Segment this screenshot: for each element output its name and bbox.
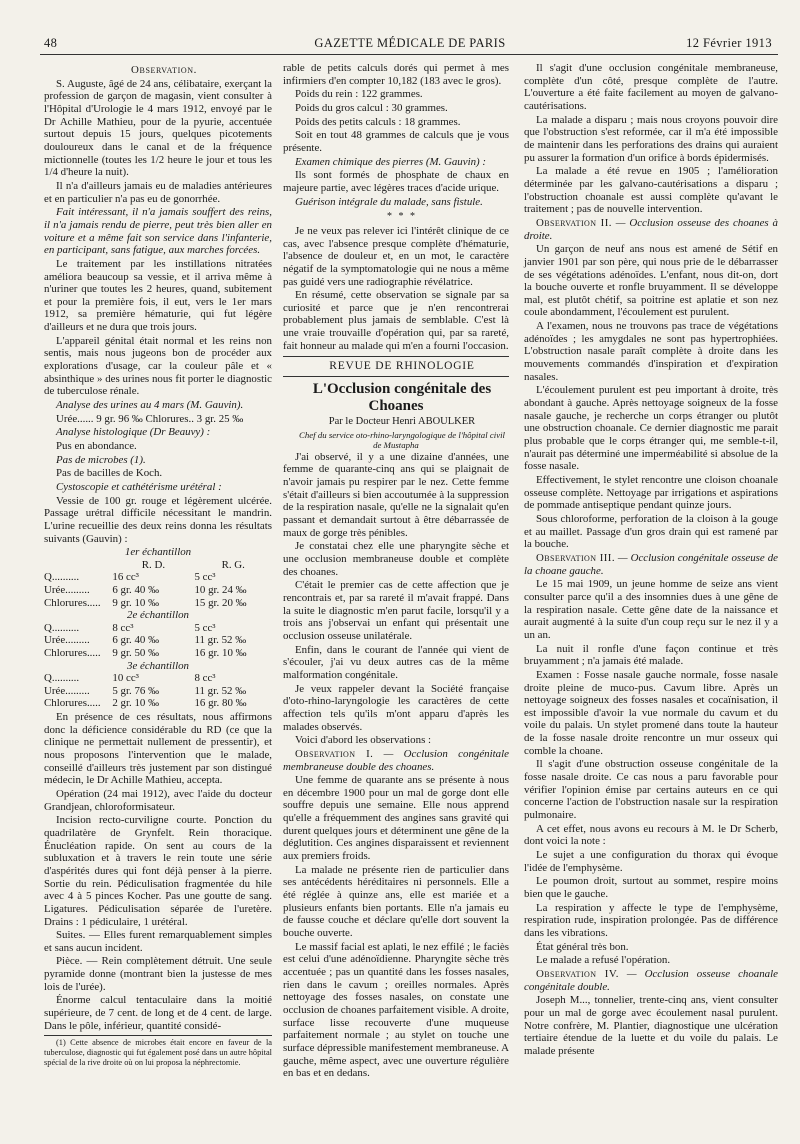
paragraph: Il s'agit d'une obstruction osseuse congénitale de la fosse nasale droite. Ce cas nous a paru favorable pour vérifier l'opinion émise par certains auteurs en ce qui concerne l'action de l'obstruction nasale sur la respiration pulmonaire. [524,758,778,822]
paragraph: Je ne veux pas relever ici l'intérêt clinique de ce cas, avec l'absence presque complète d'hématurie, l'absence de douleur et, en un mot, le caractère négatif de la symptomatologie qui ne nous a même pas guidé vers une radiographie révélatrice. [283,224,509,288]
paragraph: Énorme calcul tentaculaire dans la moitié supérieure, de 7 cent. de long et de 4 cent. de large. Dans le pôle, inférieur, quantité considé- [44,994,272,1032]
paragraph: Incision recto-curviligne courte. Ponction du quadrilatère de Grynfelt. Rein thoracique. Énucléation rapide. On sent au cours de la subluxation et à travers le rein toute une série d'aspérités dures qui font déjà penser à la pierre. Sortie du rein. Pédiculisation fragmentée du hile avec 4 à 5 pinces Kocher. Pas une goutte de sang. Ligatures. Pédiculisation séparée de l'uretère. Drains : 1 pédiculaire, 1 urétéral. [44,814,272,928]
table-row: Urée......... 6 gr. 40 ‰ 11 gr. 52 ‰ [44,634,247,647]
sample-1-label: 1er échantillon [124,546,192,559]
paragraph: La malade ne présente rien de particulier dans ses antécédents héréditaires ni personnels. Elle a été réglée à quinze ans, elle est mariée et a plusieurs enfants bien portants. Elle n'a jamais eu de fausse couche et déclare qu'elle dort souvent la bouche ouverte. [283,863,509,940]
col-right-kidney: R. D. [141,558,166,571]
paragraph: Je constatai chez elle une pharyngite sèche et une occlusion membraneuse double et complète des choanes. [283,540,509,578]
paragraph: Pas de bacilles de Koch. [56,467,163,480]
paragraph: Le massif facial est aplati, le nez effilé ; le faciès est celui d'une adénoïdienne. Pharyngite sèche très accentuée ; pas un quantité dans les fosses nasales, rien dans le cavum ; oreilles normales. Après nettoyage des fosses nasales, on constate une occlusion de choanes parfaitement visible. A droite, surface lisse recouverte d'une muqueuse parfaitement normale ; au stylet on touche une surface dépressible manifestement membraneuse. A gauche, même aspect, avec une ouverture régulière en bas et en dedans. [283,940,509,1080]
paragraph: En présence de ces résultats, nous affirmons donc la déficience considérable du RD (ce que la clinique ne permettait nullement de pressentir), et nous proposons l'intervention que le malade, conseillé d'ailleurs très justement par son distingué médecin, le Dr Achille Mathieu, accepta. [44,711,272,787]
paragraph: Effectivement, le stylet rencontre une cloison choanale osseuse complète. Nettoyage par irrigations et aspirations de pommade antiseptique pendant quinze jours. [524,474,778,512]
table-row: Q.......... 16 cc³ 5 cc³ [44,571,216,584]
issue-date: 12 Février 1913 [686,36,772,50]
paragraph: Il n'a d'ailleurs jamais eu de maladies antérieures et en particulier n'a pas eu de gonorrhée. [44,179,272,205]
table-row: Chlorures..... 9 gr. 50 ‰ 16 gr. 10 ‰ [44,647,247,660]
paragraph: Joseph M..., tonnelier, trente-cinq ans, vient consulter pour un mal de gorge avec écoulement nasal purulent. Notre confrère, M. Plantier, diagnostique une ulcération tertiaire étendue de la luette et du voile du palais. Le malade présente [524,994,778,1057]
page-header [40,36,780,56]
paragraph: Urée...... 9 gr. 96 ‰ Chlorures.. 3 gr. 25 ‰ [56,412,244,425]
paragraph: Le 15 mai 1909, un jeune homme de seize ans vient consulter parce qu'il a des insomnies dues à une gêne de la respiration nasale. Cette gêne date de la naissance et aurait augmenté à la suite d'un coup reçu sur le nez il y a un an. [524,578,778,641]
paragraph: Le poumon droit, surtout au sommet, respire moins bien que le gauche. [524,875,778,900]
paragraph: A l'examen, nous ne trouvons pas trace de végétations adénoïdes ; les amygdales ne sont pas hypertrophiées. L'obstruction nasale paraît complète à droite dans les mouvements commandés d'inspiration et d'expiration nasales. [524,320,778,383]
paragraph: A cet effet, nous avons eu recours à M. le Dr Scherb, dont voici la note : [524,822,778,848]
paragraph: Cystoscopie et cathétérisme urétéral : [56,481,222,493]
observation-heading: Observation III. — Occlusion congénitale osseuse de la choane gauche. [524,551,779,577]
paragraph: Vessie de 100 gr. rouge et légèrement ulcérée. Passage urétral difficile nécessitant le mandrin. L'urine recueillie des deux reins donna les résultats suivants (Gauvin) : [44,494,272,545]
paragraph: Enfin, dans le courant de l'année qui vient de s'écouler, j'ai vu deux autres cas de la même malformation congénitale. [283,643,509,681]
table-row: Urée......... 5 gr. 76 ‰ 11 gr. 52 ‰ [44,684,247,697]
paragraph: Il s'agit d'une occlusion congénitale membraneuse, complète d'un côté, presque complète de l'autre. L'ouverture a été faite facilement au moyen de galvano-cautérisations. [524,62,778,112]
paragraph: Ils sont formés de phosphate de chaux en majeure partie, avec légères traces d'acide urique. [283,169,509,194]
footnote: (1) Cette absence de microbes était encore en faveur de la tuberculose, diagnostic qui fut également posé dans un autre hôpital spécial de la rive droite où on lui proposa la néphrectomie. [44,1035,272,1067]
paragraph: S. Auguste, âgé de 24 ans, célibataire, exerçant la profession de garçon de magasin, vient consulter à l'Hôpital d'Urologie le 4 mars 1912, envoyé par le Dr Achille Mathieu, pour de la pyurie, accentuée surtout depuis 15 jours, quelques picotements douloureux dans le canal et de la fréquence mictionnelle (toutes les 1/2 heure le jour et tous les 1/4 d'heure la nuit). [44,77,272,179]
sample-2-label: 2e échantillon [127,609,189,622]
paragraph: Un garçon de neuf ans nous est amené de Sétif en janvier 1901 par son père, qui nous prie de le débarrasser de ses végétations adénoïdes. L'enfant, nous dit-on, dort la bouche ouverte et ronfle bruyamment. Il se développe mal, est plutôt chétif, sa poitrine est aplatie et son nez coule abondamment, l'écoulement est purulent. [524,243,778,319]
paragraph: Pièce. — Rein complètement détruit. Une seule pyramide donne (montrant bien la justesse de mes lois de l'urée). [44,955,272,993]
column-1 [44,62,272,1068]
paragraph: J'ai observé, il y a une dizaine d'années, une femme de quarante-cinq ans qui se plaignait de n'avoir jamais pu respirer par le nez. Cette femme s'était d'ailleurs si bien accoutumée à la suppression de la respiration nasale, qu'elle ne la signalait qu'en passant et demandait surtout à être débarrassée de maux de gorge très pénibles. [283,450,509,539]
paragraph: Pus en abondance. [56,440,137,453]
observation-heading: Observation I. — Occlusion congénitale membraneuse double des choanes. [283,747,509,773]
paragraph: Je veux rappeler devant la Société française d'oto-rhino-laryngologie les caractères de cette affection tels qu'ils m'ont apparu d'après les malades observés. [283,682,509,733]
paragraph: La malade a disparu ; mais nous croyons pouvoir dire que l'obstruction s'est reformée, car il m'a été impossible de maintenir dans les perforations des drains qui auraient pu assurer la formation d'un orifice à bords épidermisés. [524,113,778,164]
section-separator: * * * [387,211,417,223]
paragraph: Poids du rein : 122 grammes. [295,88,423,101]
paragraph: Examen chimique des pierres (M. Gauvin) : [295,155,487,168]
paragraph: Soit en tout 48 grammes de calculs que je vous présente. [283,129,509,154]
paragraph: Pas de microbes (1). [56,453,146,466]
header-rule [40,54,778,55]
paragraph: Poids du gros calcul : 30 grammes. [295,101,448,114]
paragraph: Sous chloroforme, perforation de la cloison à la gouge et au maillet. Passage d'un gros drain qui est ramené par la bouche. [524,512,778,551]
paragraph: L'appareil génital était normal et les reins non sentis, mais nous jugeons bon de procéder aux explorations d'usage, car la couleur pâle et « absinthique » des urines nous fit porter le diagnostic de tuberculose rénale. [44,334,272,398]
observation-heading: Observation. [131,64,197,76]
paragraph: État général très bon. [536,940,629,953]
article-byline: Par le Docteur Henri ABOULKER [328,416,476,428]
paragraph: Analyse des urines au 4 mars (M. Gauvin). [56,399,244,412]
table-row: Chlorures..... 2 gr. 10 ‰ 16 gr. 80 ‰ [44,697,247,710]
paragraph: Le traitement par les instillations nitratées améliora beaucoup sa vessie, et il arriva même à n'uriner que toutes les 2 heures, quand, subitement et pour la première fois, il eut, vers le 1er mars 1912, sa première hématurie, qui fut légère d'ailleurs et ne dura que trois jours. [44,257,272,334]
paragraph: La nuit il ronfle d'une façon continue et très bruyamment ; n'a jamais été malade. [524,642,778,668]
paragraph: L'écoulement purulent est peu important à droite, très abondant à gauche. Après nettoyage soigneux de la fosse nasale gauche, je recherche un corps étranger ou plutôt une obstruction choanale. Ce dernier diagnostic me parait plus probable que le corps étranger qui, me semble-t-il, n'aurait pas déterminé une imperméabilité si absolue de la fosse nasale. [524,384,778,473]
paragraph: Analyse histologique (Dr Beauvy) : [56,426,211,439]
paragraph: Fait intéressant, il n'a jamais souffert des reins, il n'a jamais rendu de pierre, peut très bien aller en voiture et a même fait son service dans l'infanterie, en participant, sans fatigue, aux marches forcées. [44,206,272,257]
paragraph: Le sujet a une configuration du thorax qui évoque l'idée de l'emphysème. [524,849,778,874]
article-title: L'Occlusion congénitale des Choanes [312,381,492,415]
observation-heading: Observation II. — Occlusion osseuse des choanes à droite. [524,216,778,242]
paragraph: La respiration y affecte le type de l'emphysème, respiration rude, inspiration prolongée. Pas de différence dans les vibrations. [524,901,778,939]
col-left-kidney: R. G. [221,558,245,571]
paragraph: Suites. — Elles furent remarquablement simples et sans aucun incident. [44,929,272,954]
table-row: Urée......... 6 gr. 40 ‰ 10 gr. 24 ‰ [44,584,247,597]
paragraph: Le malade a refusé l'opération. [536,954,671,967]
paragraph: rable de petits calculs dorés qui permet à mes infirmiers d'en compter 10,182 (183 avec le gros). [283,62,509,87]
section-title: REVUE DE RHINOLOGIE [283,356,509,377]
paragraph: Une femme de quarante ans se présente à nous en décembre 1900 pour un mal de gorge dont elle souffre depuis une semaine. Elle nous apprend qu'elle a fréquemment des angines sans gravité qui durent quelques jours et déterminent une gêne de la déglutition. Ces angines disparaissent et reviennent aux premiers froids. [283,774,509,863]
paragraph: Opération (24 mai 1912), avec l'aide du docteur Grandjean, chloroformisateur. [44,787,272,813]
table-row: Chlorures..... 9 gr. 10 ‰ 15 gr. 20 ‰ [44,596,247,609]
urine-results-table [44,546,272,710]
paragraph: La malade a été revue en 1905 ; l'amélioration déterminée par les galvano-cautérisations a disparu ; l'obstruction choanale est aussi complète qu'avant le traitement ; pas de nouvelle intervention. [524,165,778,216]
paragraph: En résumé, cette observation se signale par sa curiosité et parce que je n'en rencontrerai probablement plus jamais de semblable. C'est là une vraie trouvaille d'opération qui, par sa rareté, fait honneur au malade qui m'en a fourni l'occasion. [283,289,509,352]
sample-3-label: 3e échantillon [127,659,189,672]
page-number: 48 [44,36,58,50]
paragraph: Guérison intégrale du malade, sans fistule. [295,195,483,208]
observation-heading: Observation IV. — Occlusion osseuse choanale congénitale double. [524,967,778,993]
paragraph: Voici d'abord les observations : [295,734,432,747]
column-3 [524,62,778,1059]
paragraph: C'était le premier cas de cette affection que je rencontrais et, par sa rareté il m'avait frappé. Dans la suite le diagnostic m'en parut facile, lorsqu'il y a trois ans j'observai un enfant qui présentait une occlusion osseuse unilatérale. [283,579,509,642]
paragraph: Poids des petits calculs : 18 grammes. [295,115,461,128]
column-2 [283,62,509,1081]
table-row: Q.......... 10 cc³ 8 cc³ [44,672,216,685]
paragraph: Examen : Fosse nasale gauche normale, fosse nasale droite pleine de muco-pus. Cavum libre. Après un nettoyage soigneux des fosses nasales et cocaïnisation, il est impossible d'avoir la vue normale du cavum et du voile du palais. Un stylet promené dans toute la hauteur de la fosse nasale droite rencontre un mur osseux qui comble la choane. [524,668,778,757]
author-affiliation: Chef du service oto-rhino-laryngologique de l'hôpital civil de Mustapha [299,429,505,450]
table-row: Q.......... 8 cc³ 5 cc³ [44,621,216,634]
journal-title: GAZETTE MÉDICALE DE PARIS [314,36,506,50]
